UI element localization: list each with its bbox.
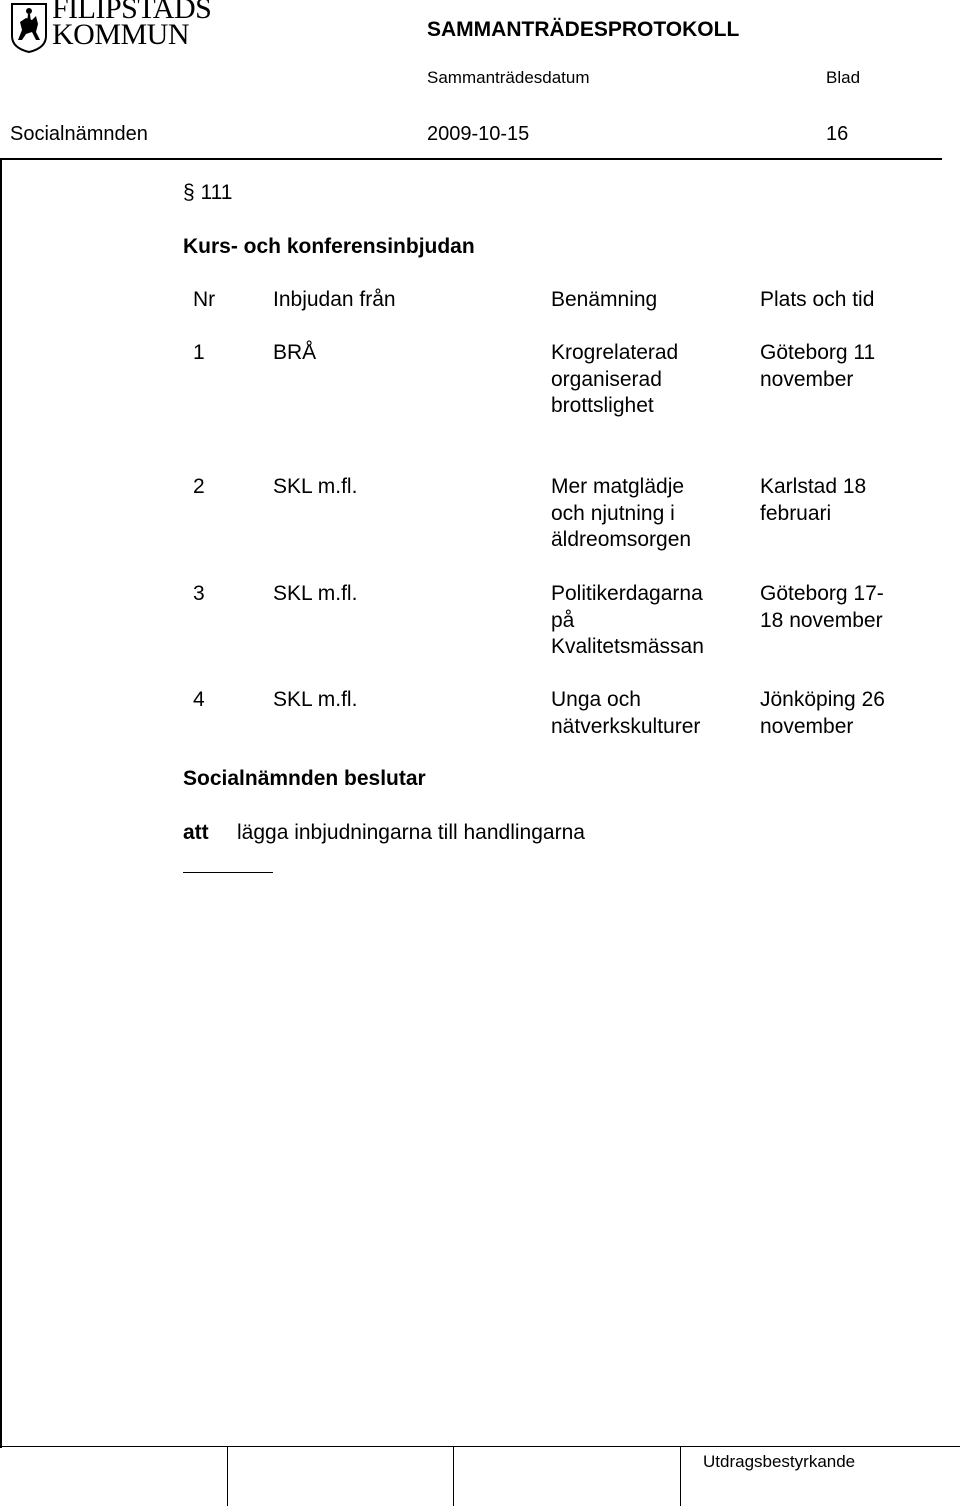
logo-text-line1: FILIPSTADS	[52, 0, 212, 25]
row-4-place: Jönköping 26 november	[760, 688, 885, 738]
row-3-from: SKL m.fl.	[273, 582, 358, 605]
footer-top-border	[0, 1446, 960, 1447]
logo-text	[52, 0, 212, 51]
column-header-from: Inbjudan från	[273, 288, 396, 311]
row-4-nr: 4	[193, 688, 205, 711]
paragraph-number: § 111	[183, 181, 233, 204]
committee-name: Socialnämnden	[10, 123, 148, 145]
certification-label: Utdragsbestyrkande	[703, 1452, 856, 1471]
footer-divider-1	[227, 1446, 228, 1506]
document-title: SAMMANTRÄDESPROTOKOLL	[427, 18, 740, 41]
footer-divider-3	[680, 1446, 681, 1506]
row-1-nr: 1	[193, 341, 205, 364]
att-label: att	[183, 821, 209, 844]
municipality-logo	[10, 0, 215, 56]
page-label: Blad	[826, 68, 861, 87]
decision-text: lägga inbjudningarna till handlingarna	[237, 821, 585, 844]
row-4-from: SKL m.fl.	[273, 688, 358, 711]
decision-heading: Socialnämnden beslutar	[183, 767, 426, 790]
row-3-nr: 3	[193, 582, 205, 605]
meeting-date: 2009-10-15	[427, 123, 530, 145]
row-1-place: Göteborg 11 november	[760, 341, 876, 391]
row-2-name: Mer matglädje och njutning i äldreomsorgen	[551, 475, 692, 551]
row-3-name: Politikerdagarna på Kvalitetsmässan	[551, 582, 704, 658]
frame-left-border	[0, 158, 2, 1448]
row-1-from: BRÅ	[273, 341, 317, 364]
column-header-place: Plats och tid	[760, 288, 875, 311]
footer-divider-2	[453, 1446, 454, 1506]
page-number: 16	[826, 123, 849, 145]
crest-rider-icon	[10, 2, 48, 54]
row-1-name: Krogrelaterad organiserad brottslighet	[551, 341, 679, 417]
row-2-nr: 2	[193, 475, 205, 498]
row-3-place: Göteborg 17- 18 november	[760, 582, 884, 632]
row-4-name: Unga och nätverkskulturer	[551, 688, 701, 738]
row-2-place: Karlstad 18 februari	[760, 475, 867, 525]
row-2-from: SKL m.fl.	[273, 475, 358, 498]
end-divider	[183, 872, 273, 873]
date-label: Sammanträdesdatum	[427, 68, 590, 87]
frame-top-border	[0, 158, 942, 160]
column-header-name: Benämning	[551, 288, 658, 311]
column-header-nr: Nr	[193, 288, 216, 311]
logo-text-line2: KOMMUN	[52, 18, 190, 51]
section-heading: Kurs- och konferensinbjudan	[183, 235, 475, 258]
